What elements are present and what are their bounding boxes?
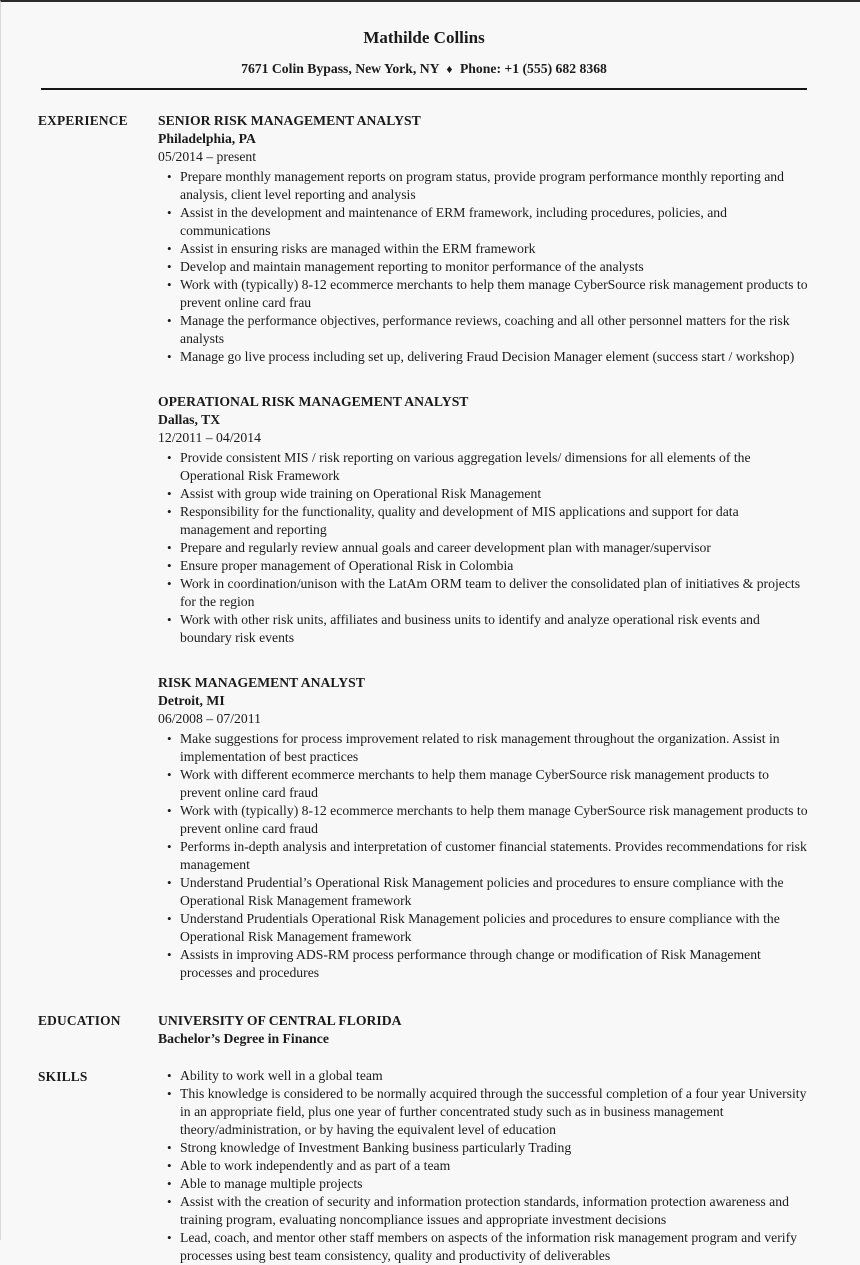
bullet-item: • Strong knowledge of Investment Banking business particularly Trading [167,1139,810,1157]
job-entry [158,392,810,647]
contact-address: 7671 Colin Bypass, New York, NY [241,61,439,76]
bullet-item: • Work with (typically) 8-12 ecommerce merchants to help them manage CyberSource risk management products to prevent online card frau [167,276,810,312]
education-label: EDUCATION [38,1013,121,1028]
bullet-item: • Ability to work well in a global team [167,1067,810,1085]
bullet-item: • Develop and maintain management reporting to monitor performance of the analysts [167,258,810,276]
bullet-item: • Make suggestions for process improvement related to risk management throughout the organization. Assist in implementation of best practices [167,730,810,766]
job-title: SENIOR RISK MANAGEMENT ANALYST [158,113,421,128]
job-location: Dallas, TX [158,412,221,427]
experience-label: EXPERIENCE [38,113,128,128]
job-location: Philadelphia, PA [158,131,256,146]
skills-label: SKILLS [38,1069,88,1084]
education-section [38,1011,810,1048]
skills-content [158,1067,810,1265]
bullet-item: • Performs in-depth analysis and interpretation of customer financial statements. Provides recommendations for risk management [167,838,810,874]
bullet-item: • Able to manage multiple projects [167,1175,810,1193]
job-location: Detroit, MI [158,693,225,708]
experience-section [38,111,810,982]
bullet-item: • Provide consistent MIS / risk reporting on various aggregation levels/ dimensions for all elements of the Operational Risk Framework [167,449,810,485]
experience-jobs [158,111,810,982]
degree-name: Bachelor’s Degree in Finance [158,1031,329,1046]
bullet-item: • This knowledge is considered to be normally acquired through the successful completion of a four year University in an appropriate field, plus one year of further concentrated study such as in business management theory/administration, or by having the equivalent level of education [167,1085,810,1139]
bullet-item: • Understand Prudential’s Operational Risk Management policies and procedures to ensure compliance with the Operational Risk Management framework [167,874,810,910]
bullet-item: • Assist with the creation of security and information protection standards, information protection awareness and training program, evaluating noncompliance issues and appropriate investment decisions [167,1193,810,1229]
diamond-separator-icon: ♦ [446,62,453,76]
job-entry [158,111,810,366]
bullet-item: • Assists in improving ADS-RM process performance through change or modification of Risk Management processes and procedures [167,946,810,982]
header-divider [41,88,807,90]
skills-section [38,1067,810,1265]
job-dates: 06/2008 – 07/2011 [158,711,261,726]
school-name: UNIVERSITY OF CENTRAL FLORIDA [158,1013,402,1028]
bullet-item: • Work in coordination/unison with the LatAm ORM team to deliver the consolidated plan of initiatives & projects for the region [167,575,810,611]
job-bullets [158,730,810,982]
job-dates: 05/2014 – present [158,149,257,164]
contact-phone: Phone: +1 (555) 682 8368 [459,61,607,76]
bullet-item: • Assist with group wide training on Operational Risk Management [167,485,810,503]
contact-line [38,60,810,78]
job-title: RISK MANAGEMENT ANALYST [158,675,365,690]
bullet-item: • Prepare monthly management reports on program status, provide program performance monthly reporting and analysis, client level reporting and analysis [167,168,810,204]
resume-page [1,2,860,1265]
job-entry [158,673,810,982]
bullet-item: • Prepare and regularly review annual goals and career development plan with manager/supervisor [167,539,810,557]
bullet-item: • Able to work independently and as part of a team [167,1157,810,1175]
job-dates: 12/2011 – 04/2014 [158,430,261,445]
bullet-item: • Work with different ecommerce merchants to help them manage CyberSource risk management products to prevent online card fraud [167,766,810,802]
bullet-item: • Ensure proper management of Operational Risk in Colombia [167,557,810,575]
skills-list [158,1067,810,1265]
bullet-item: • Work with other risk units, affiliates and business units to identify and analyze operational risk events and boundary risk events [167,611,810,647]
job-bullets [158,168,810,366]
bullet-item: • Assist in ensuring risks are managed within the ERM framework [167,240,810,258]
bullet-item: • Work with (typically) 8-12 ecommerce merchants to help them manage CyberSource risk management products to prevent online card fraud [167,802,810,838]
person-name: Mathilde Collins [363,28,485,47]
education-content [158,1011,810,1048]
bullet-item: • Lead, coach, and mentor other staff members on aspects of the information risk management program and verify processes using best team consistency, quality and productivity of deliverables [167,1229,810,1265]
bullet-item: • Assist in the development and maintenance of ERM framework, including procedures, policies, and communications [167,204,810,240]
job-title: OPERATIONAL RISK MANAGEMENT ANALYST [158,394,469,409]
job-bullets [158,449,810,647]
resume-header [38,27,810,90]
bullet-item: • Understand Prudentials Operational Risk Management policies and procedures to ensure compliance with the Operational Risk Management framework [167,910,810,946]
bullet-item: • Manage the performance objectives, performance reviews, coaching and all other personnel matters for the risk analysts [167,312,810,348]
bullet-item: • Manage go live process including set up, delivering Fraud Decision Manager element (success start / workshop) [167,348,810,366]
bullet-item: • Responsibility for the functionality, quality and development of MIS applications and support for data management and reporting [167,503,810,539]
